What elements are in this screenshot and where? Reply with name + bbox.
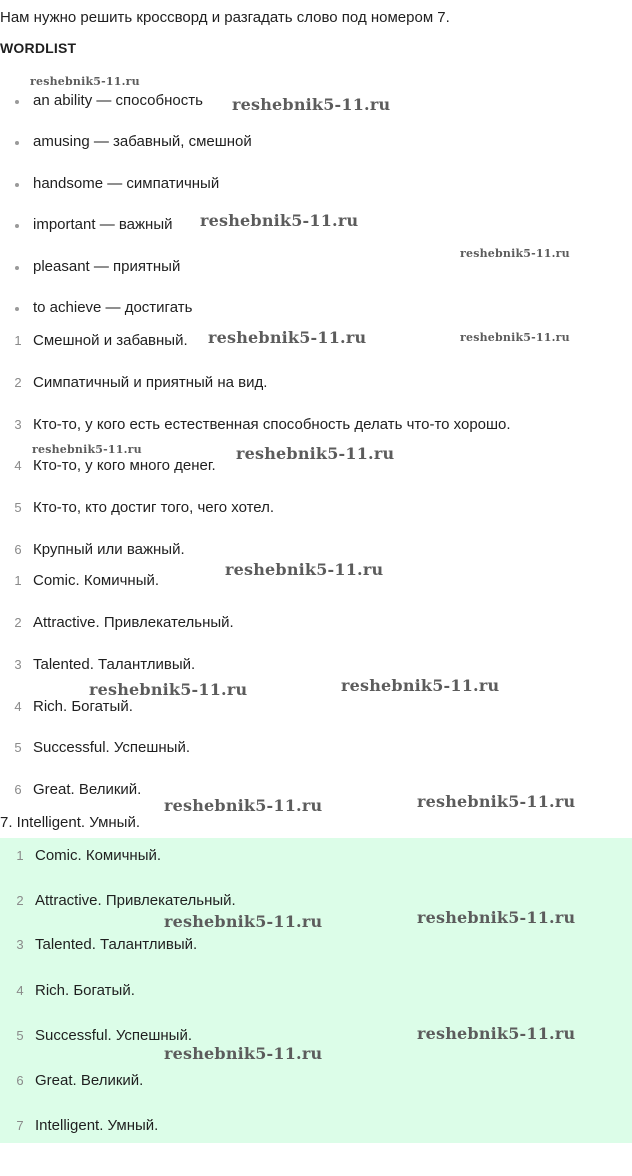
bullet-icon <box>15 266 19 270</box>
watermark-text: reshebnik5-11.ru <box>417 908 576 927</box>
watermark-text: reshebnik5-11.ru <box>164 1044 323 1063</box>
watermark-text: reshebnik5-11.ru <box>341 676 500 695</box>
answer-box: 1 Comic. Комичный. 2 Attractive. Привлекательный. 3 Talented. Талантливый. 4 Rich. Богатый. 5 Successful. Успешный. 6 Great. Великий. 7 Intelligent. Умный. <box>0 838 632 1143</box>
watermark-text: reshebnik5-11.ru <box>208 328 367 347</box>
wordlist-heading: WORDLIST <box>0 40 77 56</box>
watermark-text: reshebnik5-11.ru <box>417 1024 576 1043</box>
watermark-text: reshebnik5-11.ru <box>30 75 140 88</box>
watermark-text: reshebnik5-11.ru <box>89 680 248 699</box>
watermark-text: reshebnik5-11.ru <box>164 912 323 931</box>
bullet-icon <box>15 141 19 145</box>
watermark-text: reshebnik5-11.ru <box>225 560 384 579</box>
watermark-text: reshebnik5-11.ru <box>460 331 570 344</box>
watermark-text: reshebnik5-11.ru <box>417 792 576 811</box>
watermark-text: reshebnik5-11.ru <box>200 211 359 230</box>
watermark-text: reshebnik5-11.ru <box>236 444 395 463</box>
answer-seven: 7. Intelligent. Умный. <box>0 814 141 831</box>
watermark-text: reshebnik5-11.ru <box>32 443 142 456</box>
bullet-icon <box>15 307 19 311</box>
watermark-text: reshebnik5-11.ru <box>460 247 570 260</box>
bullet-icon <box>15 100 19 104</box>
watermark-text: reshebnik5-11.ru <box>232 95 391 114</box>
watermark-text: reshebnik5-11.ru <box>164 796 323 815</box>
intro-text: Нам нужно решить кроссворд и разгадать слово под номером 7. <box>0 9 450 26</box>
bullet-icon <box>15 224 19 228</box>
bullet-icon <box>15 183 19 187</box>
